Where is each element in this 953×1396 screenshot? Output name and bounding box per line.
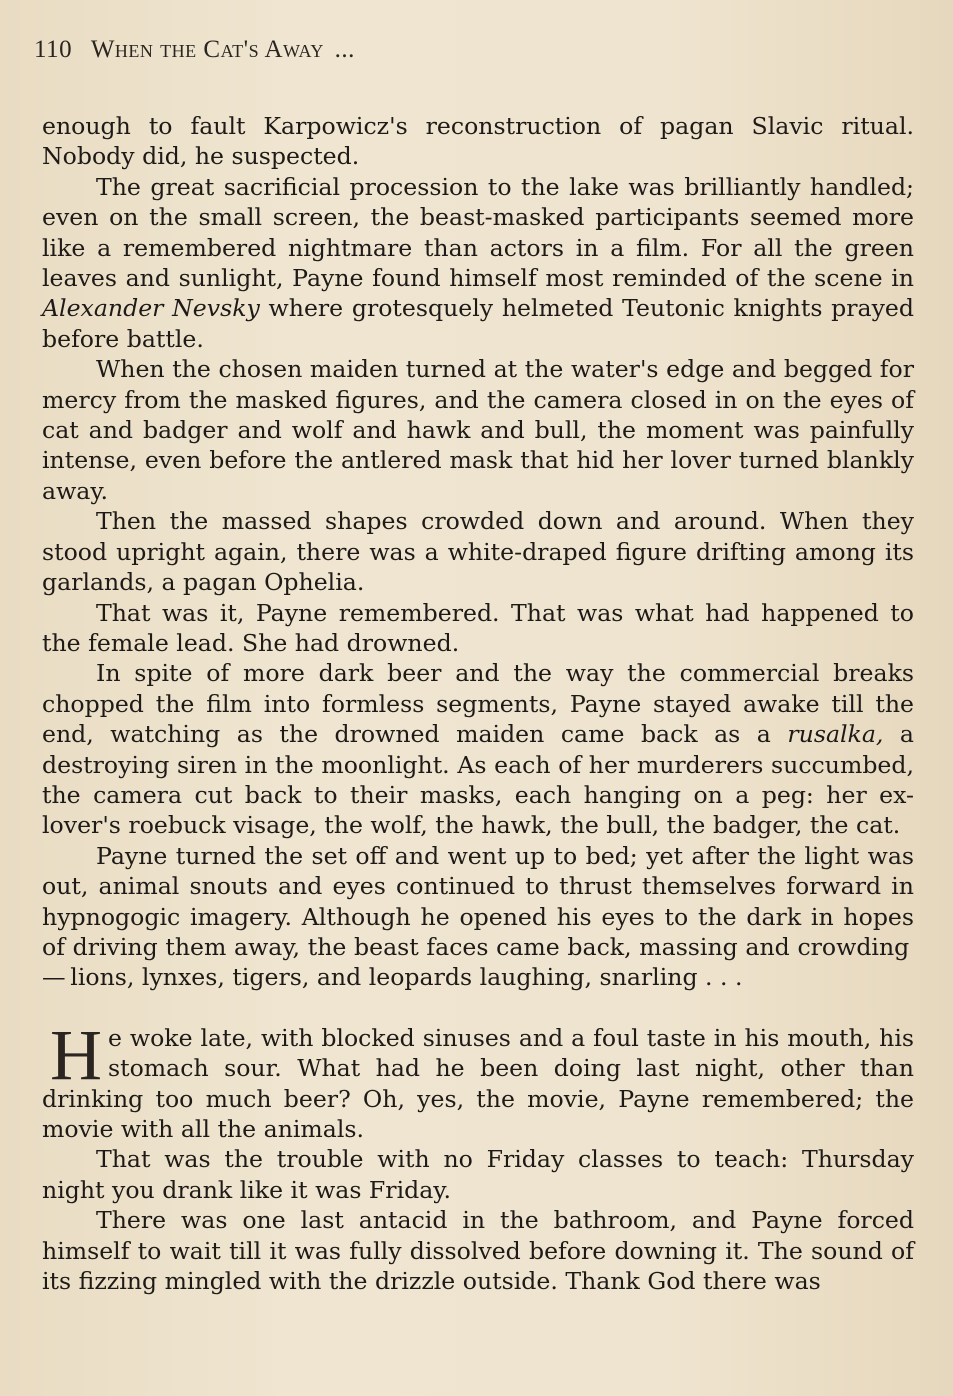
section-break [42,993,914,1023]
drop-cap: H [50,1014,102,1095]
body-text [42,111,914,1296]
paragraph: There was one last antacid in the bathroom, and Payne forced himself to wait till it was fully dissolved before downing it. The sound of its fizzing mingled with the drizzle outside. Thank God there was [42,1206,914,1296]
running-title: When the Cat's Away [90,36,324,63]
rusalka-italic: rusalka, [787,720,884,749]
paragraph: Payne turned the set off and went up to bed; yet after the light was out, animal snouts and eyes continued to thrust themselves forward in hypnogogic imagery. Although he opened his eyes to the dark in hopes of driving them away, the beast faces came back, massing and crowding — lions, lynxes, tigers, and leopards laughing, snarling . . . [42,841,914,992]
paragraph: That was it, Payne remembered. That was what had happened to the female lead. She had drowned. [42,598,914,657]
paragraph: Then the massed shapes crowded down and around. When they stood upright again, there was a white-draped figure drifting among its garlands, a pagan Ophelia. [42,507,914,597]
page-number: 110 [34,36,73,63]
paragraph: The great sacrificial procession to the lake was brilliantly handled; even on the small screen, the beast-masked participants seemed more like a remembered nightmare than actors in a film. For all the green leaves and sunlight, Payne found himself most reminded of the scene in Alexander Nevsky where grotesquely helmeted Teutonic knights prayed before battle. [42,172,914,353]
running-header [34,36,355,64]
paragraph: When the chosen maiden turned at the water's edge and begged for mercy from the masked figures, and the camera closed in on the eyes of cat and badger and wolf and hawk and bull, the moment was painfully intense, even before the antlered mask that hid her lover turned blankly away. [42,355,914,505]
paragraph: In spite of more dark beer and the way the commercial breaks chopped the film into formless segments, Payne stayed awake till the end, watching as the drowned maiden came back as a rusalka, a destroying siren in the moonlight. As each of her murderers succumbed, the camera cut back to their masks, each hanging on a peg: her ex-lover's roebuck visage, the wolf, the hawk, the bull, the badger, the cat. [42,659,914,840]
paragraph: That was the trouble with no Friday classes to teach: Thursday night you drank like it was Friday. [42,1145,914,1204]
paragraph: He woke late, with blocked sinuses and a foul taste in his mouth, his stomach sour. What had he been doing last night, other than drinking too much beer? Oh, yes, the movie, Payne remembered; the movie with all the animals. [42,1014,914,1143]
film-title-italic: Alexander Nevsky [42,294,260,323]
header-ellipsis: ... [334,36,355,63]
paragraph: enough to fault Karpowicz's reconstruction of pagan Slavic ritual. Nobody did, he suspected. [42,112,914,171]
